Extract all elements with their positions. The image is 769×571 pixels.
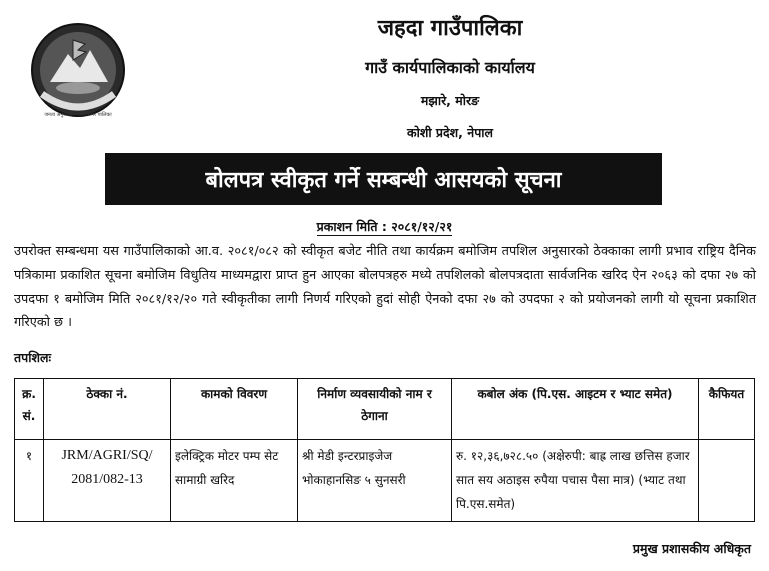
municipality-emblem [28,20,128,120]
header-sn: क्र. सं. [15,379,44,440]
province-name: कोशी प्रदेश, नेपाल [406,125,494,140]
office-name: गाउँ कार्यपालिकाको कार्यालय [365,58,535,77]
contract-table [14,378,755,522]
municipality-name: जहदा गाउँपालिका [377,16,523,41]
cell-amount: रु. १२,३६,७२८.५० (अक्षेरुपी: बाह्र लाख छत्तिस हजार सात सय अठाइस रुपैया पचास पैसा मात्र) (भ्याट तथा पि.एस.समेत) [452,440,699,522]
header-remarks: कैफियत [699,379,755,440]
office-location: मझारे, मोरङ [420,93,480,108]
header-contract-no: ठेक्का नं. [44,379,171,440]
notice-title: बोलपत्र स्वीकृत गर्ने सम्बन्धी आसयको सूचना [105,153,662,205]
header-contractor: निर्माण व्यवसायीको नाम र ठेगाना [298,379,452,440]
cell-contractor: श्री मेडी इन्टरप्राइजेज भोकाहानसिङ ५ सुनसरी [298,440,452,522]
published-date [0,218,769,235]
cell-contract-no: JRM/AGRI/SQ/ 2081/082-13 [44,440,171,522]
cell-sn: १ [15,440,44,522]
header-work: कामको विवरण [171,379,298,440]
published-date-text: प्रकाशन मिति : २०८१/१२/२१ [316,219,453,234]
emblem-motto: जनता अनुशासित आत्मनिर्भर पालिका [44,112,112,118]
details-label: तपशिलः [14,350,51,365]
cell-work: इलेक्ट्रिक मोटर पम्प सेट सामाग्री खरिद [171,440,298,522]
table-row [15,440,755,522]
table-header-row [15,379,755,440]
header-amount: कबोल अंक (पि.एस. आइटम र भ्याट समेत) [452,379,699,440]
notice-body: उपरोक्त सम्बन्धमा यस गाउँपालिकाको आ.व. २०८१/०८२ को स्वीकृत बजेट नीति तथा कार्यक्रम बमोजिम तपशिल अनुसारको ठेक्काका लागी प्रभाव राष्ट्रिय दैनिक पत्रिकामा प्रकाशित सूचना बमोजिम विधुतिय माध्यमद्वारा प्राप्त हुन आएका बोलपत्रहरु मध्ये तपशिलको बोलपत्रदाता सार्वजनिक खरिद ऐन २०६३ को दफा २७ को उपदफा १ बमोजिम मिति २०८१/१२/२० गते स्वीकृतीका लागी निणर्य गरिएको हुदां सोही ऐनको दफा २७ को उपदफा २ को प्रयोजनको लागी यो सूचना प्रकाशित गरिएको छ । [14,244,756,331]
signer-title: प्रमुख प्रशासकीय अधिकृत [632,541,751,556]
cell-remarks [699,440,755,522]
